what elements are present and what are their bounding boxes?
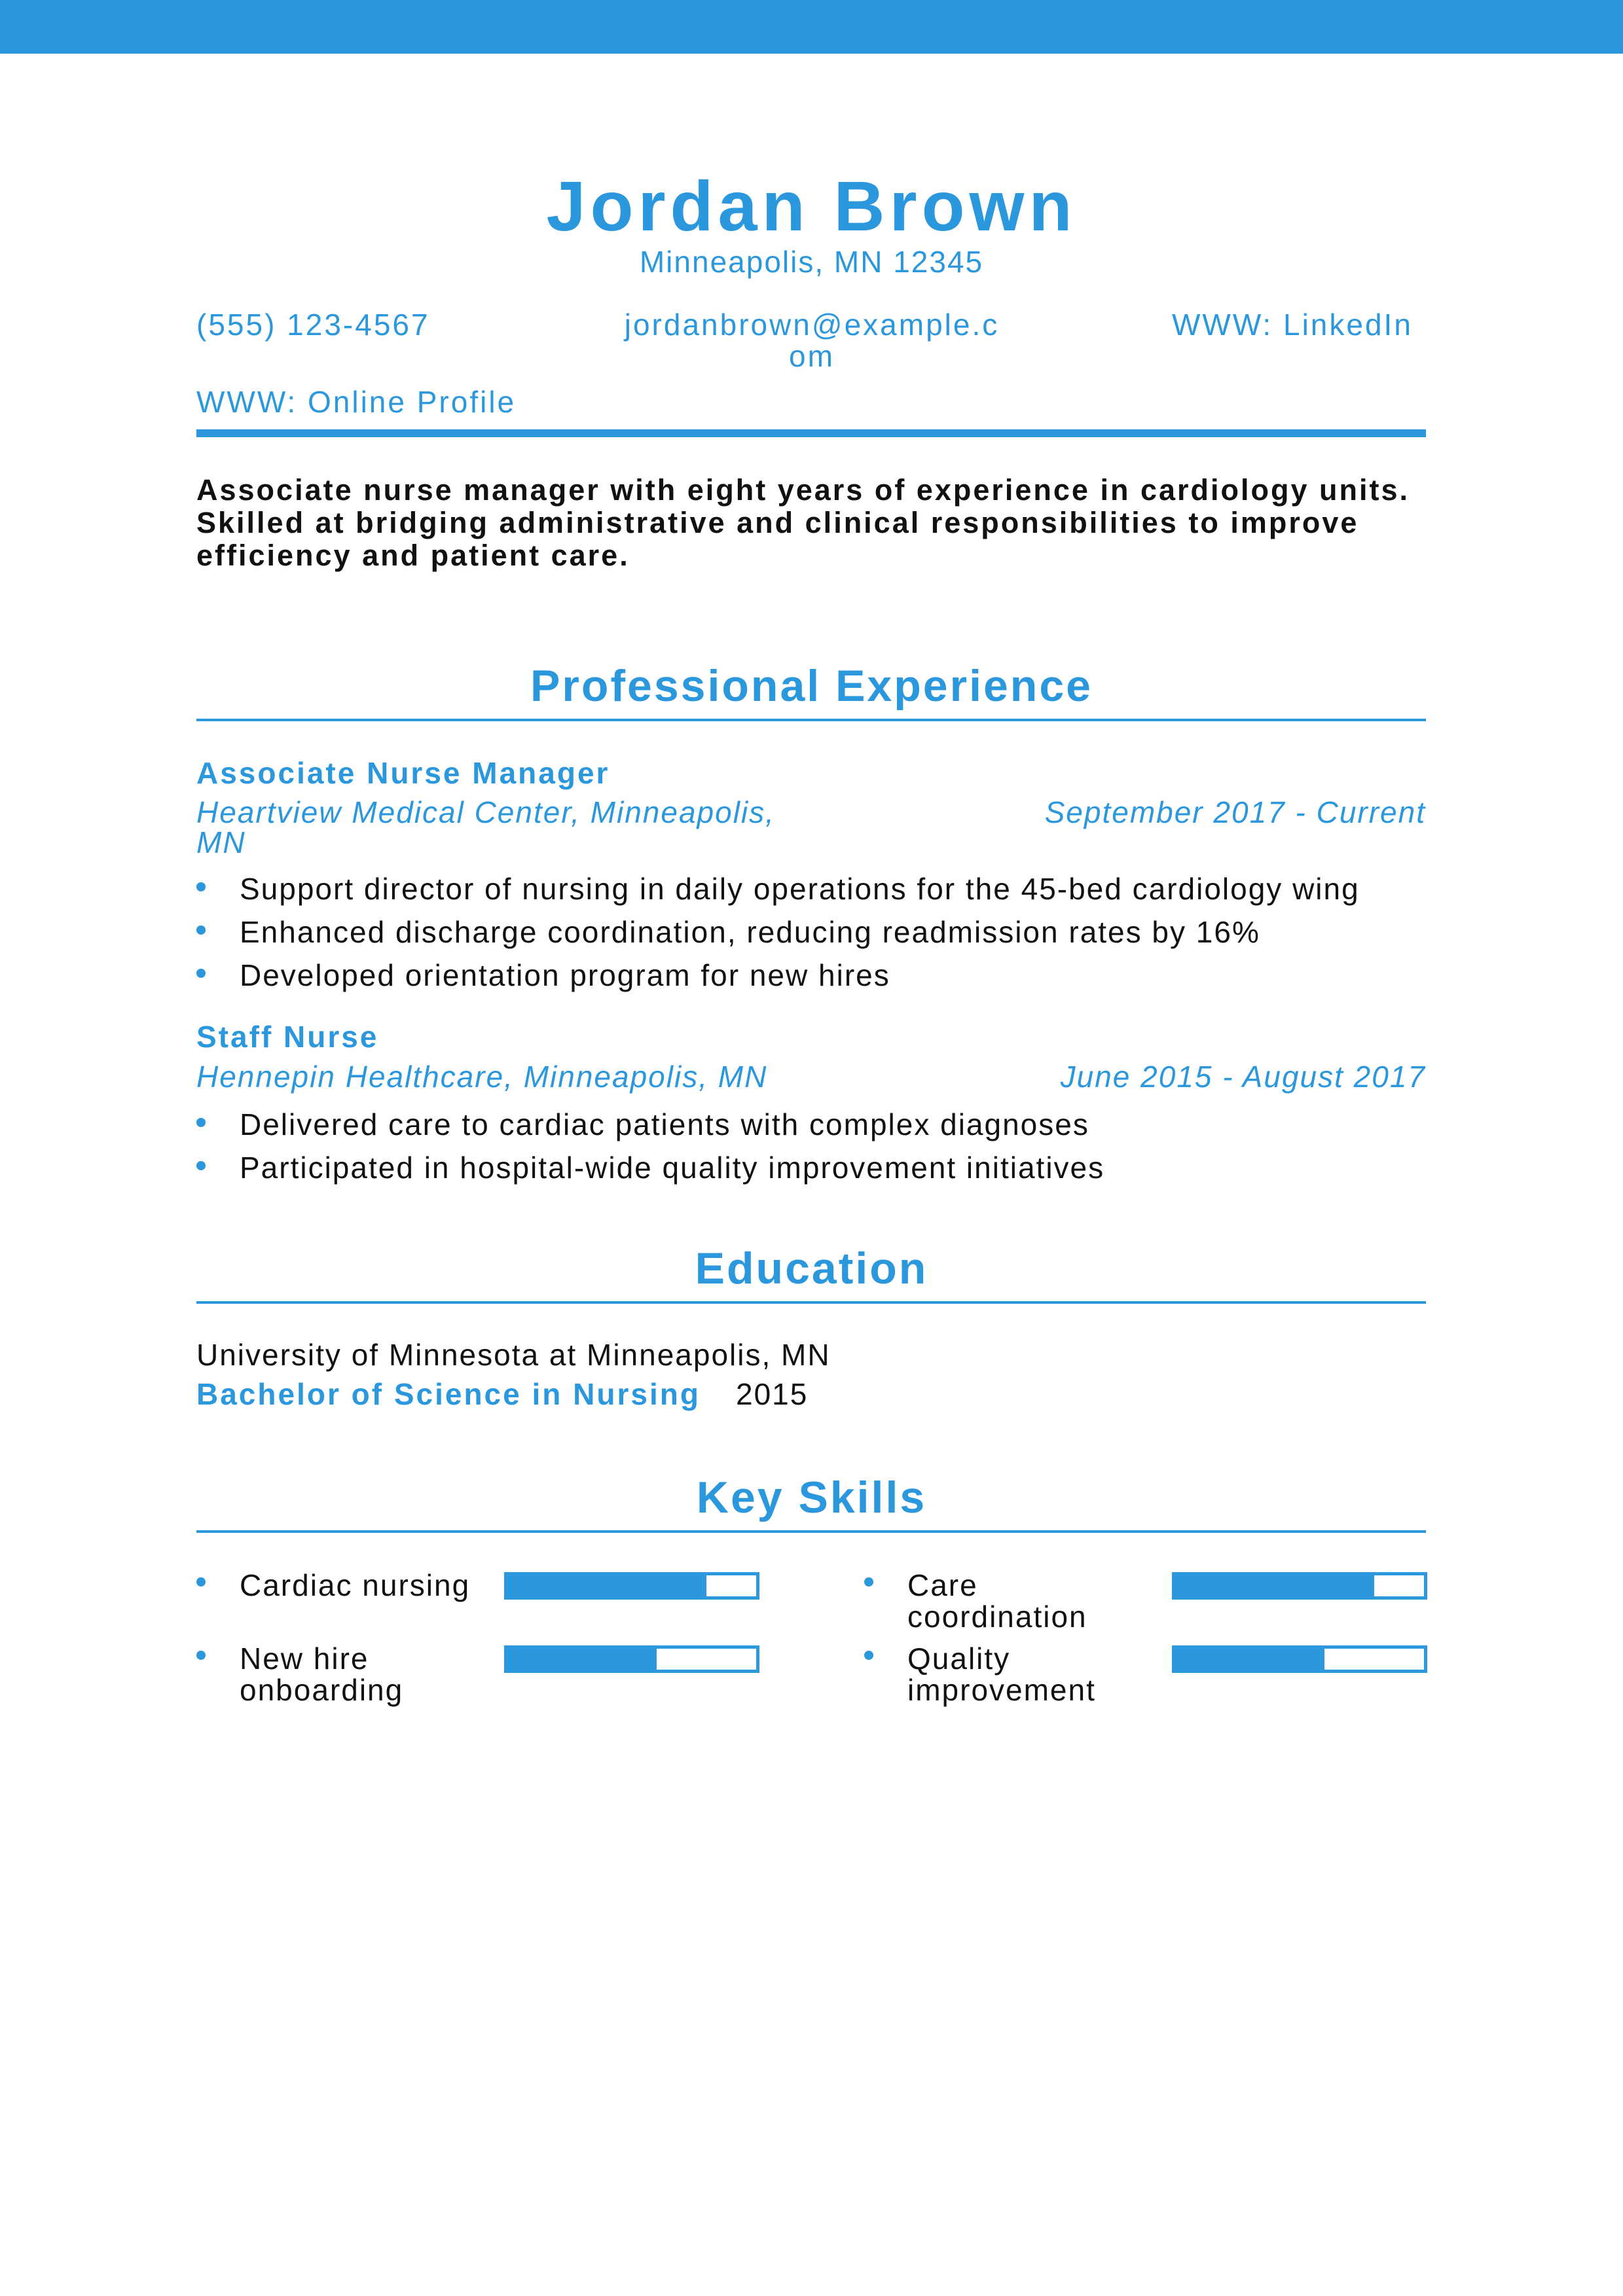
header-divider bbox=[196, 429, 1426, 437]
list-item-text: Delivered care to cardiac patients with complex diagnoses bbox=[240, 1107, 1089, 1141]
job-dates: June 2015 - August 2017 bbox=[1060, 1060, 1426, 1094]
skill-level-fill bbox=[507, 1649, 657, 1670]
job-employer: Hennepin Healthcare, Minneapolis, MN bbox=[196, 1060, 768, 1094]
linkedin-link[interactable]: WWW: LinkedIn bbox=[1172, 308, 1413, 342]
skill-label: Quality improvement bbox=[907, 1643, 1096, 1707]
section-divider-skills bbox=[196, 1530, 1426, 1533]
bullet-icon bbox=[864, 1651, 873, 1660]
skill-label: Care coordination bbox=[907, 1570, 1087, 1634]
bullet-icon bbox=[196, 1577, 206, 1587]
skill-label: Cardiac nursing bbox=[240, 1570, 471, 1602]
skill-level-bar bbox=[504, 1572, 759, 1600]
top-accent-bar bbox=[0, 0, 1623, 54]
bullet-icon bbox=[196, 925, 206, 935]
address: Minneapolis, MN 12345 bbox=[639, 245, 984, 279]
section-divider-education bbox=[196, 1301, 1426, 1304]
email-link[interactable]: jordanbrown@example.com bbox=[624, 308, 1000, 373]
skill-level-fill bbox=[507, 1575, 706, 1596]
skill-level-bar bbox=[1172, 1645, 1427, 1673]
bullet-icon bbox=[196, 1118, 206, 1127]
skill-label: New hire onboarding bbox=[240, 1643, 404, 1707]
online-profile-link[interactable]: WWW: Online Profile bbox=[196, 385, 517, 419]
job-title: Associate Nurse Manager bbox=[196, 756, 610, 790]
skill-level-bar bbox=[1172, 1572, 1427, 1600]
education-degree: Bachelor of Science in Nursing bbox=[196, 1377, 701, 1411]
bullet-icon bbox=[196, 969, 206, 978]
bullet-icon bbox=[196, 1651, 206, 1660]
section-divider-experience bbox=[196, 719, 1426, 721]
section-title-experience: Professional Experience bbox=[530, 661, 1093, 711]
job-employer: Heartview Medical Center, Minneapolis, MN bbox=[196, 795, 775, 859]
bullet-icon bbox=[196, 1161, 206, 1170]
summary: Associate nurse manager with eight years of experience in cardiology units. Skilled at bridging administrative and clinical responsibilities to improve efficiency and patient care. bbox=[196, 473, 1410, 572]
phone: (555) 123-4567 bbox=[196, 308, 430, 342]
candidate-name: Jordan Brown bbox=[546, 166, 1077, 245]
skill-level-fill bbox=[1175, 1649, 1324, 1670]
list-item-text: Enhanced discharge coordination, reducing readmission rates by 16% bbox=[240, 915, 1260, 949]
list-item-text: Support director of nursing in daily operations for the 45-bed cardiology wing bbox=[240, 872, 1360, 906]
education-year: 2015 bbox=[736, 1377, 809, 1411]
job-title: Staff Nurse bbox=[196, 1020, 379, 1054]
section-title-education: Education bbox=[695, 1244, 928, 1293]
education-school: University of Minnesota at Minneapolis, MN bbox=[196, 1338, 831, 1372]
section-title-skills: Key Skills bbox=[696, 1473, 927, 1522]
job-dates: September 2017 - Current bbox=[1044, 795, 1426, 829]
skill-level-bar bbox=[504, 1645, 759, 1673]
bullet-icon bbox=[864, 1577, 873, 1587]
list-item-text: Developed orientation program for new hires bbox=[240, 958, 890, 992]
bullet-icon bbox=[196, 882, 206, 891]
list-item-text: Participated in hospital-wide quality improvement initiatives bbox=[240, 1151, 1105, 1185]
skill-level-fill bbox=[1175, 1575, 1374, 1596]
